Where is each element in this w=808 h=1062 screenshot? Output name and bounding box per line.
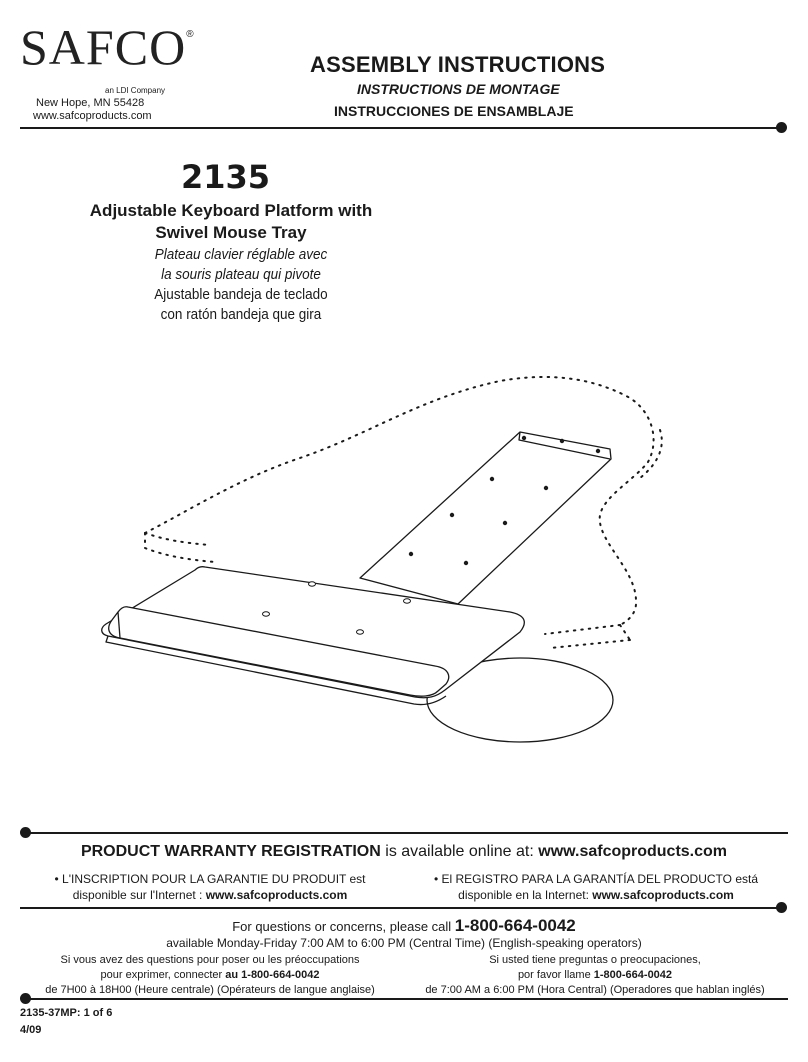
warranty-heading: PRODUCT WARRANTY REGISTRATION is available online at: www.safcoproducts.com bbox=[80, 843, 728, 860]
product-name-es-line1: Ajustable bandeja de teclado bbox=[154, 286, 328, 303]
company-tag: an LDI Company bbox=[105, 86, 166, 95]
header-rule bbox=[20, 127, 780, 129]
contact-call: For questions or concerns, please call 1-800-664-0042 bbox=[232, 916, 576, 935]
product-illustration bbox=[0, 340, 808, 780]
warranty-french: • L'INSCRIPTION POUR LA GARANTIE DU PRODUIT est disponible sur l'Internet : www.safcoproducts.com bbox=[54, 872, 366, 902]
warranty-french-url[interactable]: www.safcoproducts.com bbox=[205, 888, 348, 902]
document-id: 2135-37MP: 1 of 6 bbox=[20, 1007, 113, 1019]
title-spanish: INSTRUCCIONES DE ENSAMBLAJE bbox=[334, 103, 574, 119]
contact-phone[interactable]: 1-800-664-0042 bbox=[454, 916, 576, 935]
contact-hours: available Monday-Friday 7:00 AM to 6:00 PM (Central Time) (English-speaking operators) bbox=[166, 936, 642, 950]
model-number: 2135 bbox=[181, 158, 271, 196]
title-french: INSTRUCTIONS DE MONTAGE bbox=[357, 81, 560, 97]
warranty-rule-bottom bbox=[20, 907, 780, 909]
product-name-line1: Adjustable Keyboard Platform with bbox=[89, 201, 373, 220]
company-website: www.safcoproducts.com bbox=[33, 110, 152, 122]
safco-logo: SAFCO® bbox=[20, 19, 195, 75]
product-name-fr-line1: Plateau clavier réglable avec bbox=[154, 246, 328, 263]
product-name-fr-line2: la souris plateau qui pivote bbox=[161, 266, 321, 283]
company-address: New Hope, MN 55428 bbox=[36, 97, 145, 109]
footer-rule bbox=[28, 998, 788, 1000]
contact-french: Si vous avez des questions pour poser ou les préoccupations pour exprimer, connecter au 1-800-664-0042 de 7H00 à 18H00 (Heure centrale) (Opérateurs de langue anglaise) bbox=[45, 954, 375, 996]
document-date: 4/09 bbox=[20, 1024, 42, 1036]
product-name-line2: Swivel Mouse Tray bbox=[155, 223, 307, 242]
title-english: ASSEMBLY INSTRUCTIONS bbox=[310, 52, 606, 77]
warranty-spanish-url[interactable]: www.safcoproducts.com bbox=[592, 888, 734, 902]
warranty-rule-top bbox=[28, 832, 788, 834]
warranty-spanish: • El REGISTRO PARA LA GARANTÍA DEL PRODUCTO está disponible en la Internet: www.safcoproducts.com bbox=[433, 872, 759, 902]
product-name-es-line2: con ratón bandeja que gira bbox=[160, 306, 322, 323]
contact-spanish: Si usted tiene preguntas o preocupaciones, por favor llame 1-800-664-0042 de 7:00 AM a 6:00 PM (Hora Central) (Operadores que hablan inglés) bbox=[425, 954, 765, 996]
header-rule-dot bbox=[776, 122, 787, 133]
warranty-rule-bottom-dot bbox=[776, 902, 787, 913]
